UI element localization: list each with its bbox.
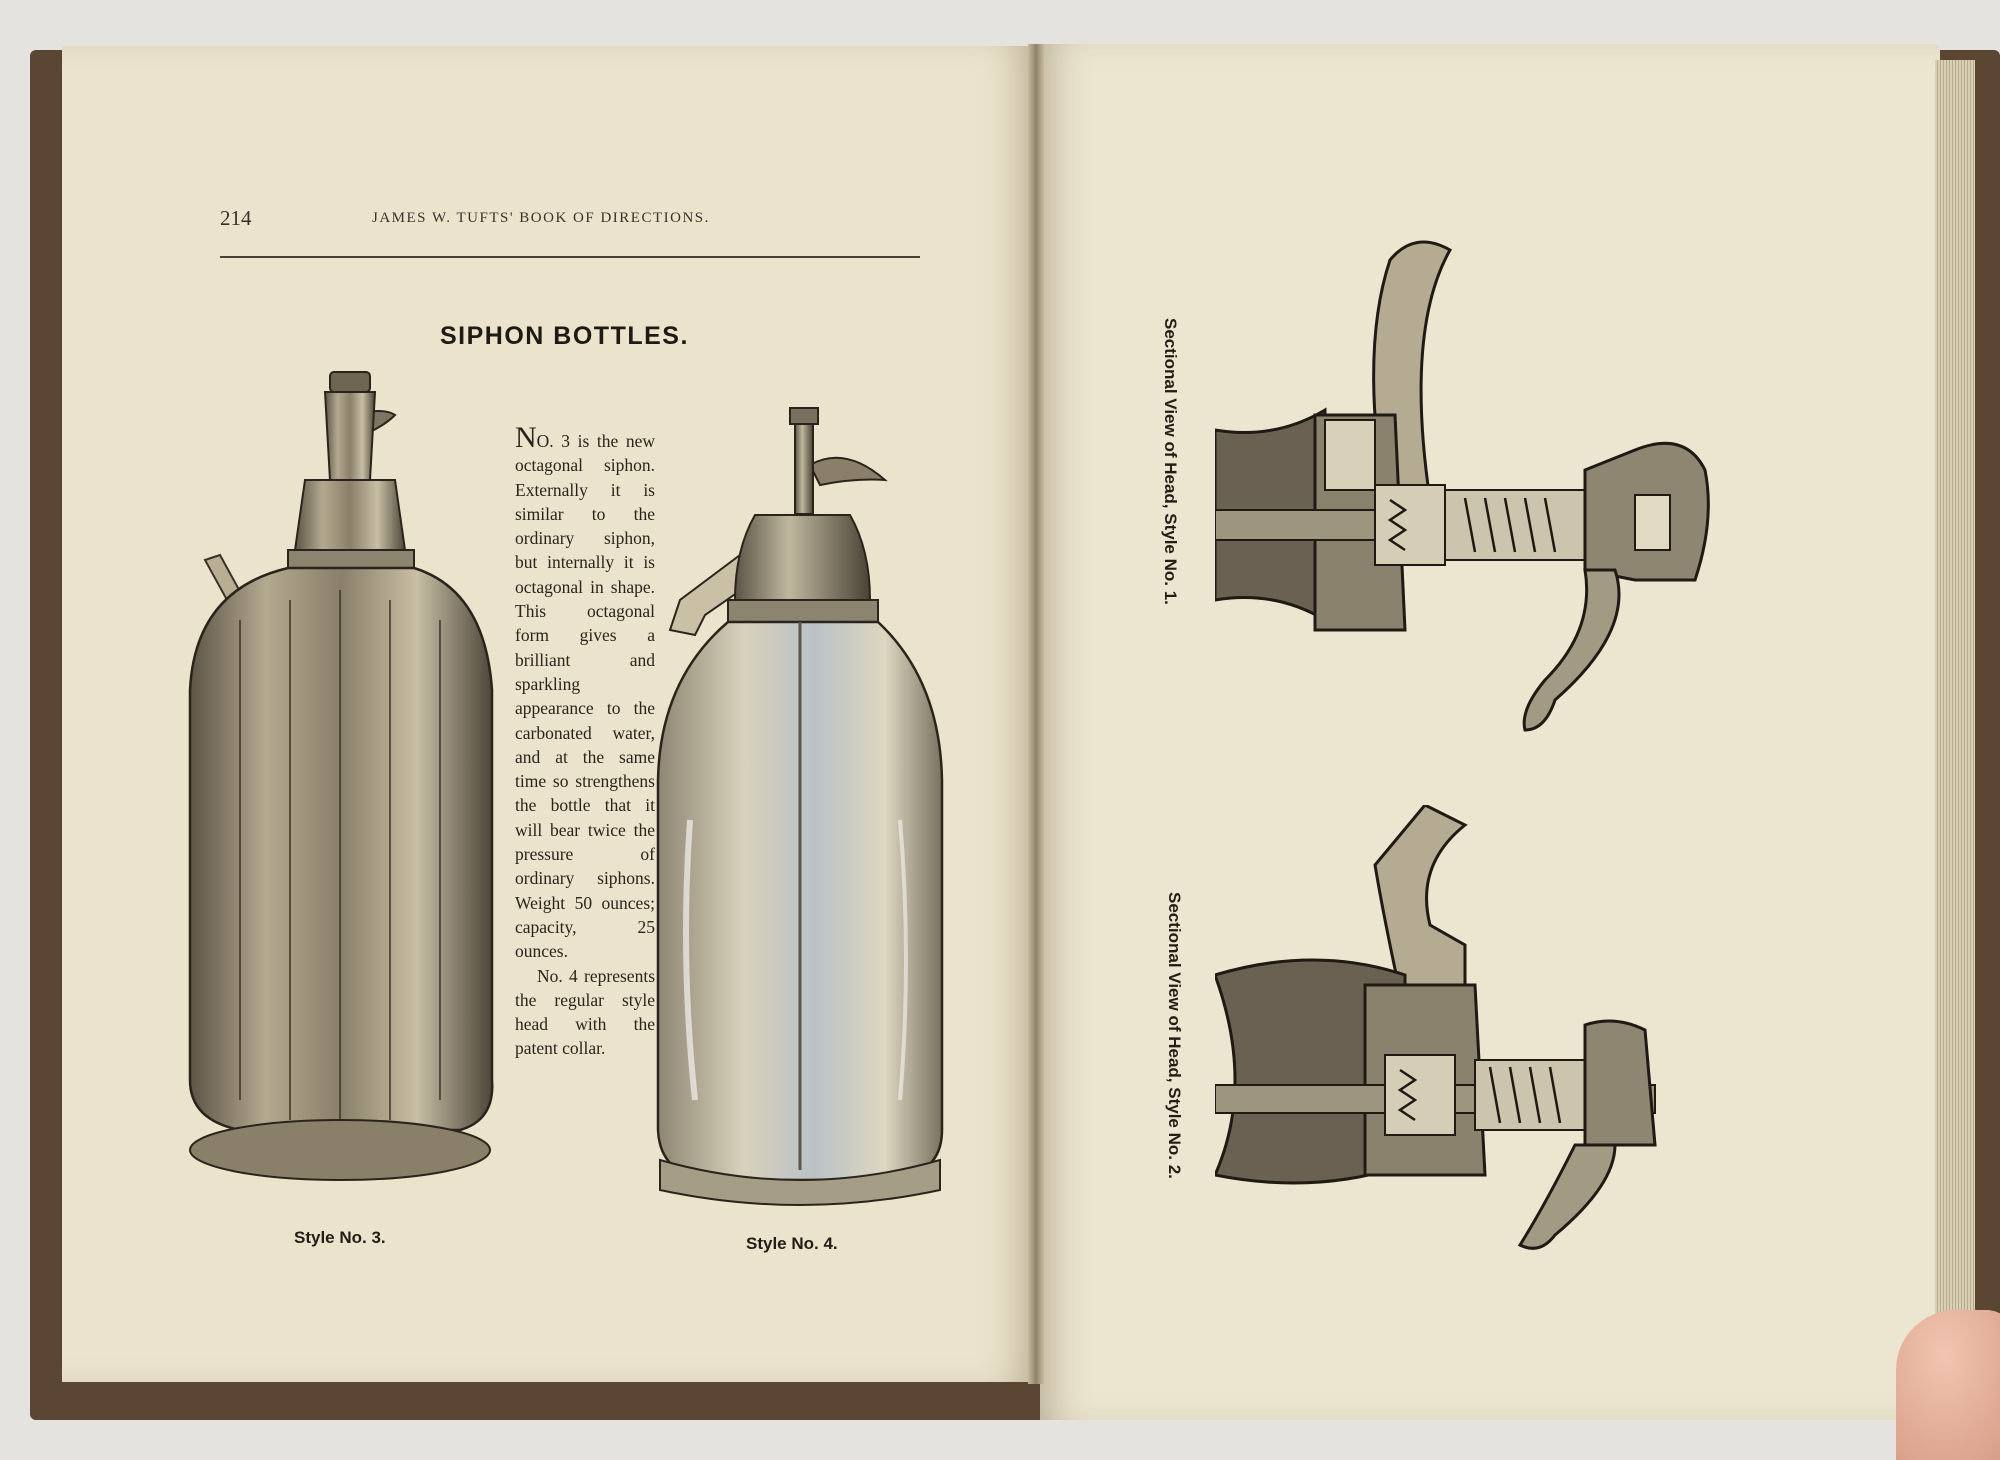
caption-head-style-2: Sectional View of Head, Style No. 2. [1165,892,1184,1179]
book-gutter [1028,44,1044,1384]
paragraph-2: No. 4 represents the regular style head with the patent collar. [515,965,655,1059]
body-text [515,421,655,1061]
sectional-view-head-style-2-illustration [1215,805,1775,1285]
caption-style-4: Style No. 4. [746,1234,838,1253]
sectional-view-head-style-1-illustration [1215,230,1775,760]
drop-cap: N [515,421,537,454]
paragraph-1-text: O. 3 is the new octagonal siphon. Externally it is similar to the ordinary siphon, but internally it is octagonal in shape. This octagonal form gives a brilliant and sparkling appearance to the carbonated water, and at the same time so strengthens the bottle that it will bear twice the pressure of ordinary siphons. Weight 50 ounces; capacity, 25 ounces. [515,431,655,962]
page-number: 214 [220,206,252,230]
running-title: JAMES W. TUFTS' BOOK OF DIRECTIONS. [372,210,710,226]
thumb [1896,1310,2000,1460]
siphon-bottle-style-3-illustration [180,360,500,1200]
caption-head-style-1: Sectional View of Head, Style No. 1. [1161,318,1180,605]
page-edges [1935,60,1975,1390]
caption-style-3: Style No. 3. [294,1228,386,1247]
page-heading: SIPHON BOTTLES. [440,322,689,350]
header-rule [220,256,920,258]
paragraph-1 [515,421,655,964]
siphon-bottle-style-4-illustration [650,400,950,1220]
